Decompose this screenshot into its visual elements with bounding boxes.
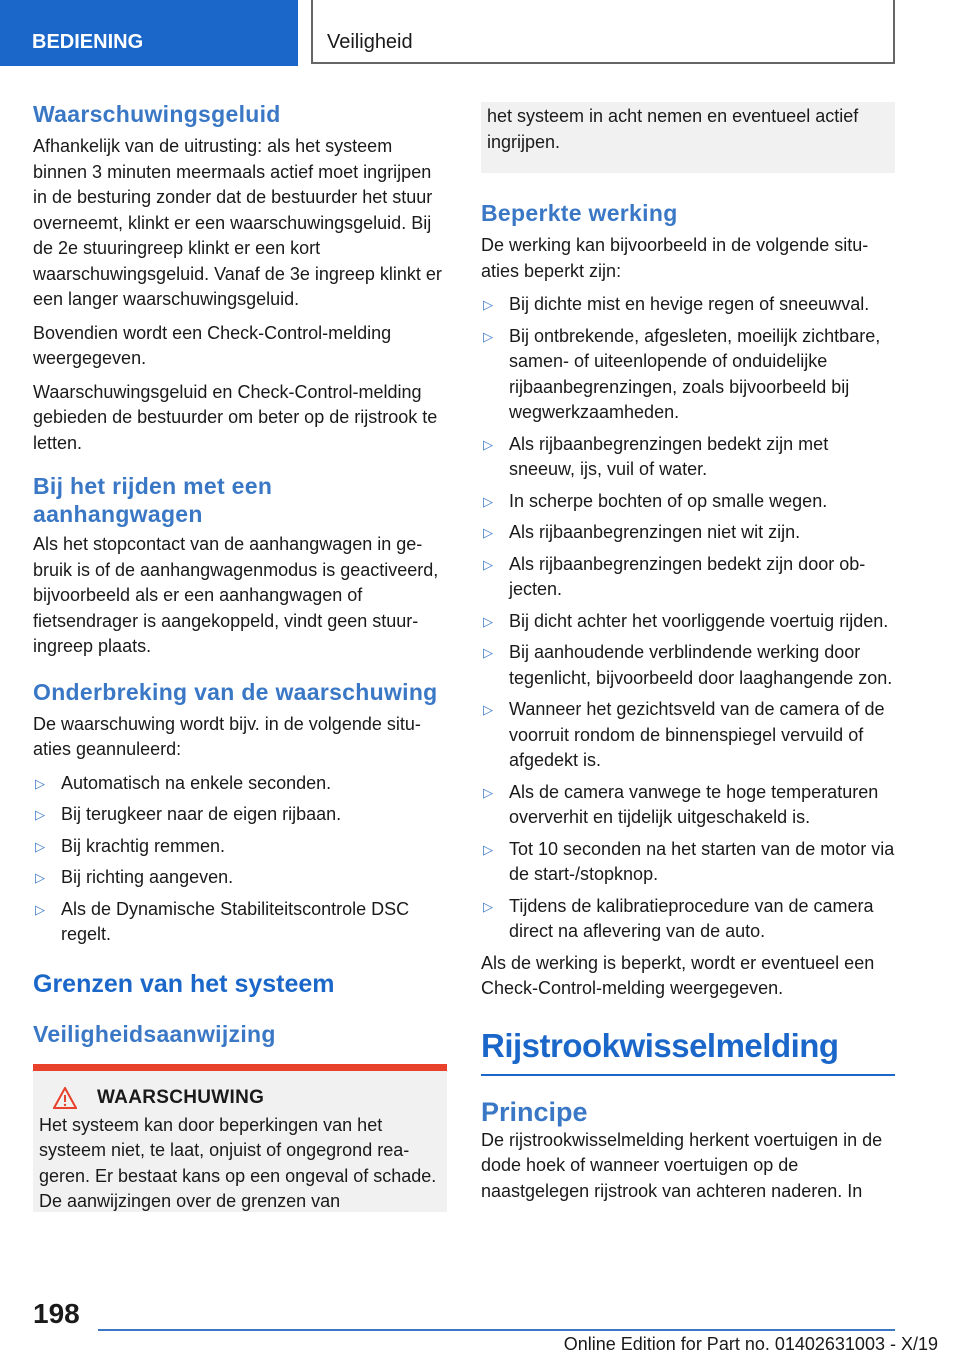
heading-beperkte-werking: Beperkte werking (481, 200, 678, 226)
list-item: ▷ Bij terugkeer naar de eigen rijbaan. (33, 802, 447, 828)
paragraph: Afhankelijk van de uitrusting: als het systeem binnen 3 minuten meermaals actief moet ingrijpen in de besturing zonder dat de bestuurder het stuur overneemt, klinkt er een waarschuwingsgeluid. Bij de 2e stuuringreep klinkt er een kort waarschuwingsgeluid. Vanaf de 3e ingreep klinkt er een langer waarschuwingsgeluid. (33, 136, 442, 309)
footer-divider (98, 1329, 895, 1331)
paragraph: De waarschuwing wordt bijv. in de volgende situaties geannuleerd: (33, 713, 421, 759)
paragraph: De werking kan bijvoorbeeld in de volgende situaties beperkt zijn: (481, 235, 869, 281)
heading-veiligheidsaanwijzing: Veiligheidsaanwijzing (33, 1020, 276, 1047)
list-item: ▷ Automatisch na enkele seconden. (33, 771, 447, 797)
triangle-bullet-icon: ▷ (35, 807, 45, 822)
list-item: ▷ Als de camera vanwege te hoge temperaturen oververhit en tijdelijk uitgeschakeld is. (483, 781, 879, 827)
heading-grenzen: Grenzen van het systeem (33, 969, 335, 998)
list-item: ▷ Tot 10 seconden na het starten van de motor via de start-/stopknop. (483, 838, 895, 884)
list-item: ▷ Als rijbaanbegrenzingen niet wit zijn. (481, 520, 895, 546)
heading-waarschuwingsgeluid: Waarschuwingsgeluid (33, 101, 281, 127)
triangle-bullet-icon: ▷ (483, 702, 493, 717)
warning-text: Het systeem kan door beperkingen van het systeem niet, te laat, onjuist of ongegrond reageren. Er bestaat kans op een ongeval of schade. De aanwijzingen over de grenzen van (39, 1114, 437, 1211)
list-item: ▷ Tijdens de kalibratieprocedure van de camera direct na aflevering van de auto. (483, 895, 874, 941)
list-item: ▷ Als rijbaanbegrenzingen bedekt zijn door objecten. (483, 553, 866, 599)
list-item: ▷ Bij ontbrekende, afgesleten, moeilijk zichtbare, samen- of uiteenlopende of onduidelijke rijbaanbegrenzingen, zoals bijvoorbeeld bij wegwerkzaamheden. (483, 325, 881, 422)
paragraph: Als de werking is beperkt, wordt er eventueel een Check-Control-melding weergegeven. (481, 952, 875, 998)
section-tab: BEDIENING (0, 0, 298, 66)
triangle-bullet-icon: ▷ (483, 493, 493, 509)
heading-aanhangwagen: Bij het rijden met een aanhangwagen (33, 473, 273, 527)
list-item: ▷ Als de Dynamische Stabiliteitscontrole DSC regelt. (35, 898, 410, 944)
page-header (0, 0, 960, 66)
bullet-list (33, 771, 447, 948)
paragraph: Bovendien wordt een Check-Control-melding weergegeven. (33, 322, 392, 368)
right-column (481, 102, 895, 1212)
list-item: ▷ In scherpe bochten of op smalle wegen. (481, 489, 895, 515)
warning-text-continued: het systeem in acht nemen en eventueel actief ingrijpen. (487, 106, 859, 152)
paragraph: Waarschuwingsgeluid en Check-Control-melding gebieden de bestuurder om beter op de rijstrook te letten. (33, 381, 438, 453)
triangle-bullet-icon: ▷ (35, 838, 45, 854)
bullet-list (481, 292, 895, 945)
heading-principe: Principe (481, 1096, 588, 1127)
paragraph: De rijstrookwisselmelding herkent voertuigen in de dode hoek of wanneer voertuigen op de naastgelegen rijstrook van achteren naderen. In (481, 1129, 883, 1201)
warning-label: WAARSCHUWING (97, 1086, 265, 1108)
triangle-bullet-icon: ▷ (483, 436, 493, 452)
chapter-title: Veiligheid (311, 0, 895, 64)
warning-triangle-icon (53, 1087, 77, 1109)
triangle-bullet-icon: ▷ (35, 901, 45, 917)
triangle-bullet-icon: ▷ (483, 645, 493, 660)
left-column (33, 100, 447, 1212)
warning-continuation-box (481, 102, 895, 173)
triangle-bullet-icon: ▷ (35, 870, 45, 885)
list-item: ▷ Als rijbaanbegrenzingen bedekt zijn met sneeuw, ijs, vuil of water. (483, 433, 829, 479)
list-item: ▷ Bij dichte mist en hevige regen of sneeuwval. (481, 292, 895, 318)
paragraph: Als het stopcontact van de aanhangwagen in gebruik is of de aanhangwagenmodus is geactiveerd, bijvoorbeeld als er een aanhangwagen of fietsendrager is aangekoppeld, vindt geen stuuringreep plaats. (33, 534, 439, 656)
heading-onderbreking: Onderbreking van de waarschuwing (33, 678, 438, 705)
list-item: ▷ Bij krachtig remmen. (33, 834, 447, 860)
list-item: ▷ Bij richting aangeven. (33, 865, 447, 891)
heading-rijstrookwisselmelding: Rijstrookwisselmelding (481, 1026, 895, 1076)
triangle-bullet-icon: ▷ (483, 613, 493, 629)
triangle-bullet-icon: ▷ (483, 556, 493, 572)
triangle-bullet-icon: ▷ (483, 525, 493, 540)
list-item: ▷ Bij dicht achter het voorliggende voertuig rijden. (481, 609, 895, 635)
triangle-bullet-icon: ▷ (483, 784, 493, 800)
triangle-bullet-icon: ▷ (483, 328, 493, 344)
triangle-bullet-icon: ▷ (35, 775, 45, 791)
list-item: ▷ Wanneer het gezichtsveld van de camera of de voorruit rondom de binnenspiegel vervuild of afgedekt is. (483, 699, 885, 770)
list-item: ▷ Bij aanhoudende verblindende werking door tegenlicht, bijvoorbeeld door laaghangende zon. (483, 642, 893, 688)
edition-text: Online Edition for Part no. 01402631003 - X/19 (563, 1334, 938, 1354)
warning-box (33, 1064, 447, 1212)
warning-header (39, 1087, 441, 1109)
triangle-bullet-icon: ▷ (483, 898, 493, 914)
triangle-bullet-icon: ▷ (483, 297, 493, 312)
page-number: 198 (33, 1298, 80, 1329)
triangle-bullet-icon: ▷ (483, 841, 493, 857)
